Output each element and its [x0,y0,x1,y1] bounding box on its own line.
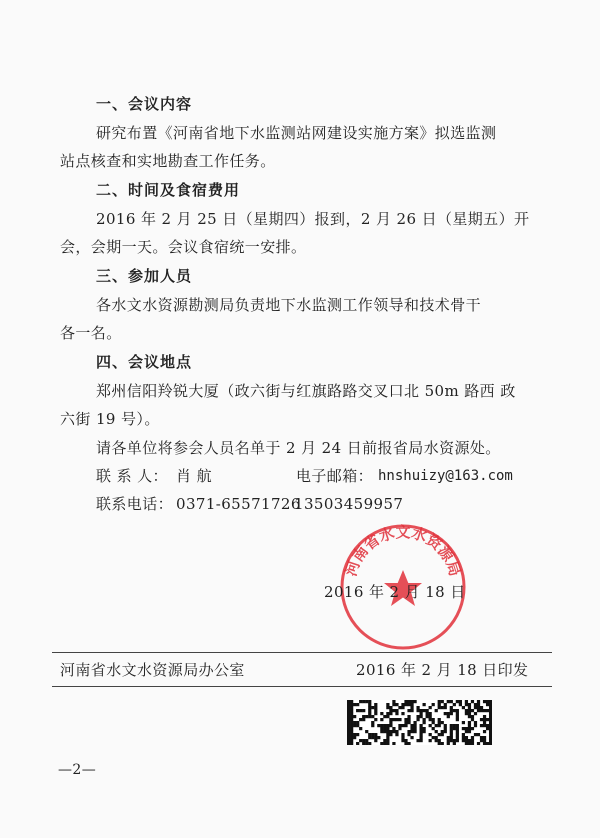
section-text-line: 研究布置《河南省地下水监测站网建设实施方案》拟选监测 [96,124,497,142]
section-heading-venue: 四、会议地点 [96,353,193,371]
seal-text: 河南省水文水资源局 [341,523,465,579]
phone-number: 0371-65571726 [176,495,301,513]
contact-person-label: 联 系 人： [96,467,168,485]
footer-rule-top [52,652,552,653]
page-number: —2— [58,762,97,778]
phone-label: 联系电话： [96,495,174,513]
section-text-line: 各水文水资源勘测局负责地下水监测工作领导和技术骨干 [96,296,482,314]
section-heading-attendees: 三、参加人员 [96,267,193,285]
section-text-line: 六街 19 号）。 [60,410,160,428]
section-text-line: 郑州信阳羚锐大厦（政六街与红旗路路交叉口北 50m 路西 政 [96,382,516,400]
footer-issuer: 河南省水文水资源局办公室 [60,661,245,679]
footer-print-date: 2016 年 2 月 18 日印发 [356,661,529,679]
signature-date: 2016 年 2 月 18 日 [324,583,466,601]
submission-notice: 请各单位将参会人员名单于 2 月 24 日前报省局水资源处。 [96,439,501,457]
section-text-line: 会，会期一天。会议食宿统一安排。 [60,238,307,256]
email-label: 电子邮箱： [296,467,374,485]
section-text-line: 站点核查和实地勘查工作任务。 [60,152,276,170]
section-text-line: 2016 年 2 月 25 日（星期四）报到，2 月 26 日（星期五）开 [96,210,530,228]
document-barcode [347,700,492,745]
contact-person-name: 肖 航 [176,467,212,485]
mobile-number: 13503459957 [294,495,404,513]
footer-rule-bottom [52,686,552,687]
section-text-line: 各一名。 [60,324,122,342]
email-address: hnshuizy@163.com [378,468,513,484]
section-heading-time: 二、时间及食宿费用 [96,181,241,199]
section-heading-content: 一、会议内容 [96,95,193,113]
